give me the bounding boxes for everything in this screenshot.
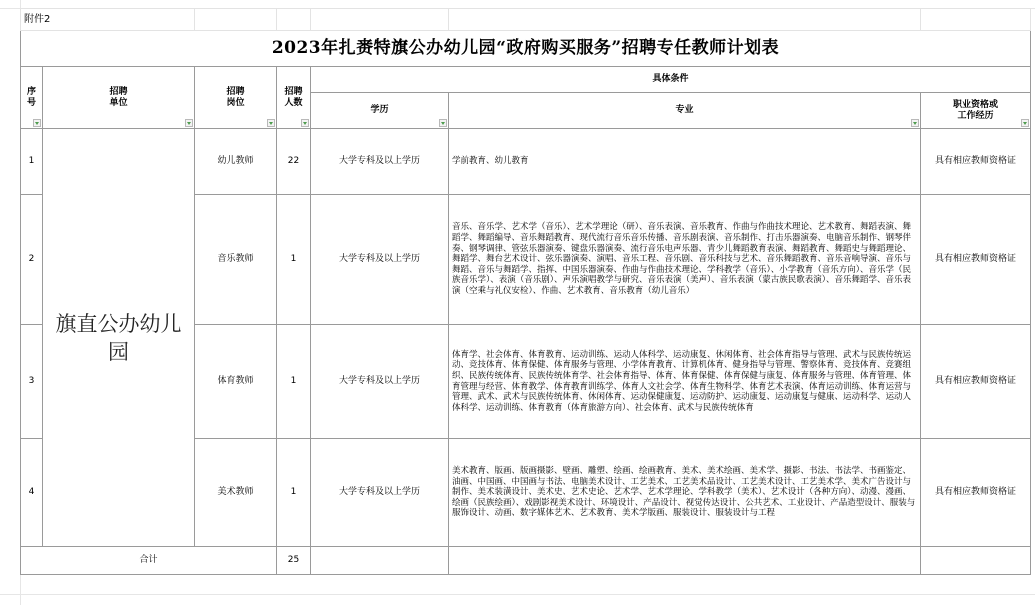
- total-label-cell[interactable]: 合计: [21, 547, 277, 575]
- header-major[interactable]: [449, 93, 921, 129]
- seq-cell[interactable]: 2: [21, 195, 43, 325]
- empty-cell[interactable]: [195, 9, 277, 31]
- education-cell[interactable]: 大学专科及以上学历: [311, 439, 449, 547]
- empty-cell[interactable]: [921, 9, 1031, 31]
- header-education-label: 学历: [370, 105, 389, 115]
- header-seq[interactable]: [21, 67, 43, 129]
- major-cell[interactable]: 体育学、社会体育、体育教育、运动训练、运动人体科学、运动康复、休闲体育、社会体育指导与管理、武术与民族传统运动、竞技体育、体育保健、体育服务与管理、小学体育教育、计算机体育、健身指导与管理、警察体育、竞技体育、竞赛组织、民族传统体育、民族传统体育学、社会体育指导、体育、体育保健、体育保健与康复、体育服务与管理、体育管理、体育管理与经营、体育教学、体育教育训练学、体育人文社会学、体育生物科学、体育艺术表演、体育运动训练、体育运营与管理、武术、武术与民族传统体育、休闲体育、运动保健康复、运动防护、运动康复、运动康复与健康、运动科学、运动人体科学、运动训练、体育教育（体育旅游方向）、社会体育、武术与民族传统体育: [449, 325, 921, 439]
- major-cell[interactable]: 美术教育、版画、版画摄影、壁画、雕塑、绘画、绘画教育、美术、美术绘画、美术学、摄影、书法、书法学、书画鉴定、油画、中国画、中国画与书法、电脑美术设计、工艺美术、工艺美术品设计、工艺美术设计、工艺美术学、美术广告设计与制作、美术装潢设计、美术史、艺术史论、艺术学、艺术学理论、学科教学（美术）、艺术设计（各种方向）、动漫、漫画、绘画（民族绘画）、戏剧影视美术设计、环境设计、产品设计、视觉传达设计、公共艺术、工业设计、产品造型设计、服装与服饰设计、动画、数字媒体艺术、艺术教育、美术学版画、服装设计、服装设计与工程: [449, 439, 921, 547]
- total-count-cell[interactable]: 25: [277, 547, 311, 575]
- qualification-cell[interactable]: 具有相应教师资格证: [921, 129, 1031, 195]
- filter-dropdown-icon[interactable]: [301, 119, 309, 127]
- education-cell[interactable]: 大学专科及以上学历: [311, 325, 449, 439]
- empty-cell[interactable]: [449, 547, 921, 575]
- header-major-label: 专业: [675, 105, 694, 115]
- qualification-cell[interactable]: 具有相应教师资格证: [921, 325, 1031, 439]
- position-cell[interactable]: 体育教师: [195, 325, 277, 439]
- seq-cell[interactable]: 4: [21, 439, 43, 547]
- qualification-cell[interactable]: 具有相应教师资格证: [921, 195, 1031, 325]
- filter-dropdown-icon[interactable]: [185, 119, 193, 127]
- header-count[interactable]: [277, 67, 311, 129]
- filter-dropdown-icon[interactable]: [1021, 119, 1029, 127]
- header-education[interactable]: [311, 93, 449, 129]
- seq-cell[interactable]: 3: [21, 325, 43, 439]
- empty-cell[interactable]: [449, 9, 921, 31]
- seq-cell[interactable]: 1: [21, 129, 43, 195]
- header-qualification-label: 职业资格或 工作经历: [952, 99, 998, 121]
- unit-name-cell[interactable]: 旗直公办幼儿园: [43, 129, 195, 547]
- filter-dropdown-icon[interactable]: [267, 119, 275, 127]
- empty-cell[interactable]: [311, 547, 449, 575]
- education-cell[interactable]: 大学专科及以上学历: [311, 129, 449, 195]
- position-cell[interactable]: 幼儿教师: [195, 129, 277, 195]
- qualification-cell[interactable]: 具有相应教师资格证: [921, 439, 1031, 547]
- header-position-label: 招聘 岗位: [226, 86, 245, 108]
- count-cell[interactable]: 1: [277, 439, 311, 547]
- filter-dropdown-icon[interactable]: [33, 119, 41, 127]
- position-cell[interactable]: 美术教师: [195, 439, 277, 547]
- empty-cell[interactable]: [921, 547, 1031, 575]
- major-cell[interactable]: 学前教育、幼儿教育: [449, 129, 921, 195]
- recruitment-plan-table: [20, 8, 1031, 575]
- empty-cell[interactable]: [277, 9, 311, 31]
- position-cell[interactable]: 音乐教师: [195, 195, 277, 325]
- major-cell[interactable]: 音乐、音乐学、艺术学（音乐）、艺术学理论（研）、音乐表演、音乐教育、作曲与作曲技术理论、艺术教育、舞蹈表演、舞蹈学、舞蹈编导、音乐舞蹈教育、现代流行音乐音乐传播、音乐剧表演、音乐制作、打击乐器演奏、电脑音乐制作、钢琴伴奏、钢琴调律、管弦乐器演奏、键盘乐器演奏、流行音乐电声乐器、青少儿舞蹈教育表演、舞蹈教育、舞蹈史与舞蹈理论、舞蹈学、舞台艺术设计、弦乐器演奏、演唱、音乐工程、音乐剧、音乐科技与艺术、音乐舞蹈教育、音乐音响导演、音乐与舞蹈、音乐与舞蹈学、指挥、中国乐器演奏、作曲与作曲技术理论、学科教学（音乐）、小学教育（音乐方向）、音乐学（民族音乐学）、表演（音乐剧）、声乐演唱教学与研究、音乐表演（美声）、音乐表演（蒙古族民歌表演）、音乐舞蹈学、音乐表演（空乘与礼仪安检）、作曲、艺术教育、音乐教育（幼儿音乐）: [449, 195, 921, 325]
- count-cell[interactable]: 1: [277, 325, 311, 439]
- header-count-label: 招聘 人数: [284, 86, 303, 108]
- filter-dropdown-icon[interactable]: [439, 119, 447, 127]
- table-row: [21, 129, 1031, 195]
- header-seq-label: 序号: [26, 86, 36, 108]
- count-cell[interactable]: 1: [277, 195, 311, 325]
- count-cell[interactable]: 22: [277, 129, 311, 195]
- header-position[interactable]: [195, 67, 277, 129]
- education-cell[interactable]: 大学专科及以上学历: [311, 195, 449, 325]
- total-row: [21, 547, 1031, 575]
- header-conditions[interactable]: 具体条件: [311, 67, 1031, 93]
- header-qualification[interactable]: [921, 93, 1031, 129]
- table-title[interactable]: 2023年扎赉特旗公办幼儿园“政府购买服务”招聘专任教师计划表: [21, 31, 1031, 67]
- header-unit[interactable]: [43, 67, 195, 129]
- empty-cell[interactable]: [311, 9, 449, 31]
- grid-line: [0, 594, 1035, 595]
- header-unit-label: 招聘 单位: [109, 86, 128, 108]
- attachment-label[interactable]: 附件2: [21, 9, 195, 31]
- filter-dropdown-icon[interactable]: [911, 119, 919, 127]
